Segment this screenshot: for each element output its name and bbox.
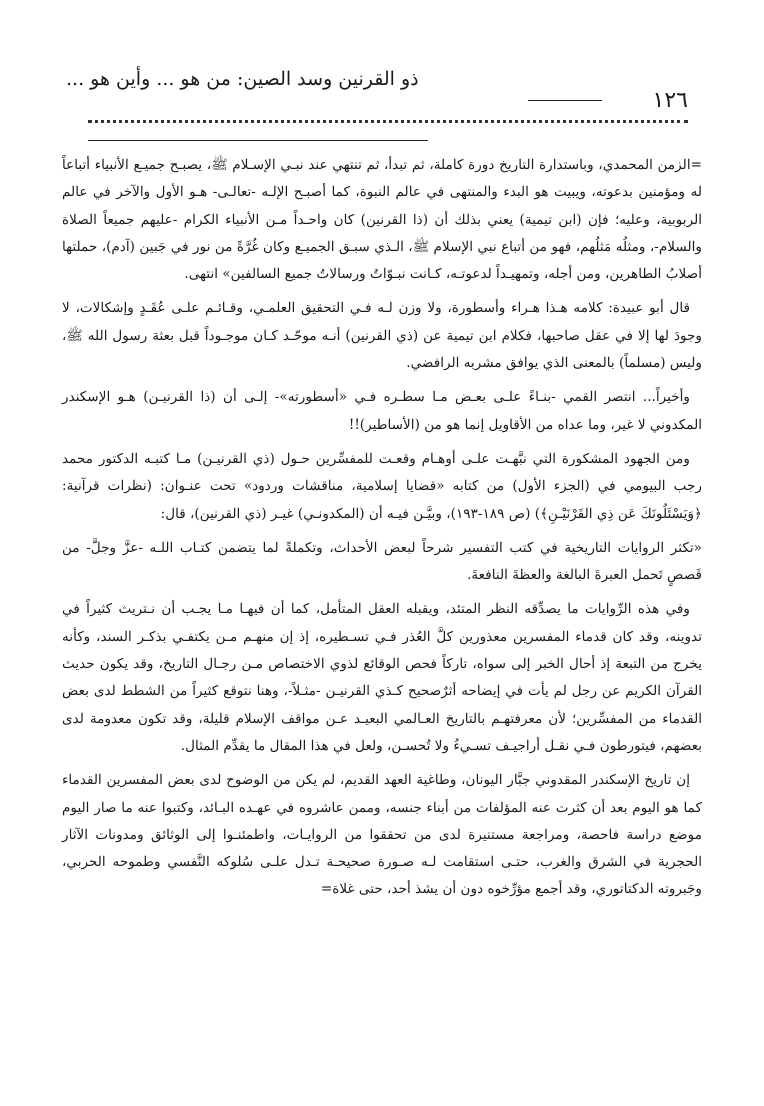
- paragraph: إن تاريخ الإسكندر المقدوني جبَّار اليونان، وطاغية العهد القديم، لم يكن من الوضوح لدى بعض المفسرين القدماء كما هو اليوم بعد أن كثرت عنه المؤلفات من أبناء جنسه، وممن عاشروه في عهـده البـائد، وكتبوا عنه ما صار اليوم موضع دراسة فاحصة، ومراجعة مستنيرة لدى من تحققوا من الروايـات، واطمئنـوا إلى الوثائق ومدونات الآثار الحجرية في الشرق والغرب، حتـى استقامت لـه صـورة صحيحـة تـدل علـى سُلوكه النَّفسي وطموحه الحربي، وجَبروته الدكتاتوري، وقد أجمع مؤرِّخوه دون أن يشذ أحد، حتى غلاة=: [62, 772, 702, 898]
- page-header: [66, 68, 688, 113]
- header-rule: [528, 100, 602, 101]
- paragraph: وأخيراً... انتصر القمي -بنـاءً علـى بعـض مـا سطـره فـي «أسطورته»- إلـى أن (ذا القرنيـن) هـو الإسكندر المكدوني لا غير، وما عداه من الأقاويل إنما هو من (الأساطير)!!: [62, 389, 702, 433]
- paragraph: وفي هذه الرِّوايات ما يصدِّقه النظر المتئد، ويقبله العقل المتأمل، كما أن فيهـا مـا يجـب أن نـتريث كثيراً في تدوينه، وقد كان قدماء المفسرين معذورين كلَّ العُذر فـي تسـطيره، إذ إن منهـم مـن يكتفـي بذكـر السند، وكأنه يخرج من التبعة إذ أحال الخبر إلى سواه، تاركاً فحص الوقائع لذوي الاختصاص مـن رجـال التاريخ، وقد يكون حديث القرآن الكريم عن رجل لم يأت في إيضاحه أثرٌصحيح كـذي القرنيـن -مثـلاً-، وهنا نتوقع كثيراً من الشطط لدى بعض القدماء من المفسِّرين؛ لأن معرفتهـم بالتاريخ العـالمي البعيـد عـن مواقف الإسلام قليلة، وقد تكون معدومة لدى بعضهم، فيتورطون فـي نقـل أراجيـف تسـيءُ ولا تُحسـن، ولعل في هذا المقال ما يقدِّم المثال.: [62, 601, 702, 754]
- paragraph: ومن الجهود المشكورة التي نبَّهـت علـى أوهـام وقعـت للمفسِّرين حـول (ذي القرنيـن) مـا كتبـه الدكتور محمد رجب البيومي في (الجزء الأول) من كتابه «قضايا إسلامية، مناقشات وردود» تحت عنـوان: (نظرات قرآنية: ﴿وَيَسْئَلُونَكَ عَن ذِي القَرْنَيْـنِ﴾) (ص ١٨٩-١٩٣)، وبيَّـن فيـه أن (المكدونـي) غيـر (ذي القرنين)، قال:: [62, 450, 702, 522]
- quote-paragraph: «تكثر الروايات التاريخية في كتب التفسير شرحاً لبعض الأحداث، وتكملةً لما يتضمن كتـاب اللـه -عزَّ وجلَّ- من قَصصٍ تَحمل العبرةَ البالغة والعظةَ النافعةَ.: [62, 539, 702, 584]
- body-text: [62, 152, 702, 911]
- paragraph: =الزمن المحمدي، وباستدارة التاريخ دورة كاملة، ثم تبدأ، ثم تنتهي عند نبـي الإسـلام ﷺ، يصبـح جميـع الأنبياء أتباعاً له ومؤمنين بدعوته، ويبيت هو البدء والمنتهى في عالم النبوة، كما أصبـح الإلـه -تعالـى- هـو الأول والآخر في عالم الربوبية، وعليه؛ فإن (ابن تيمية) يعني بذلك أن (ذا القرنين) كان واحـداً مـن الأنبياء الكرام -عليهم جميعاً الصلاة والسلام-، ومثلُه مَثلُهم، فهو من أتباع نبي الإسلام ﷺ، الـذي سبـق الجميـع وكان غُرَّةً من نور في جَبين (آدم)، حملتها أصلابُ الطاهرين، ومن أجله، وتمهيـداً لدعوتـه، كـانت نبـوّاتُ ورسالاتُ جميع السالفين» انتهى.: [62, 157, 703, 283]
- page-number: ١٢٦: [652, 88, 688, 113]
- running-title: ذو القرنين وسد الصين: من هو ... وأين هو ...: [66, 68, 419, 90]
- paragraph: قال أبو عبيدة: كلامه هـذا هـراء وأسطورة، ولا وزن لـه فـي التحقيق العلمـي، وقـائـم علـى عُقَـدٍ وإشكالات، لا وجودَ لها إلا في عقل صاحبها، فكلام ابن تيمية عن (ذي القرنين) أنـه موحّـد كـان موجـوداً قبل بعثة رسول الله ﷺ، وليس (مسلماً) بالمعنى الذي يوافق مشربه الرافضي.: [62, 300, 702, 372]
- dotted-divider: [88, 120, 688, 123]
- continuation-rule: [88, 140, 428, 141]
